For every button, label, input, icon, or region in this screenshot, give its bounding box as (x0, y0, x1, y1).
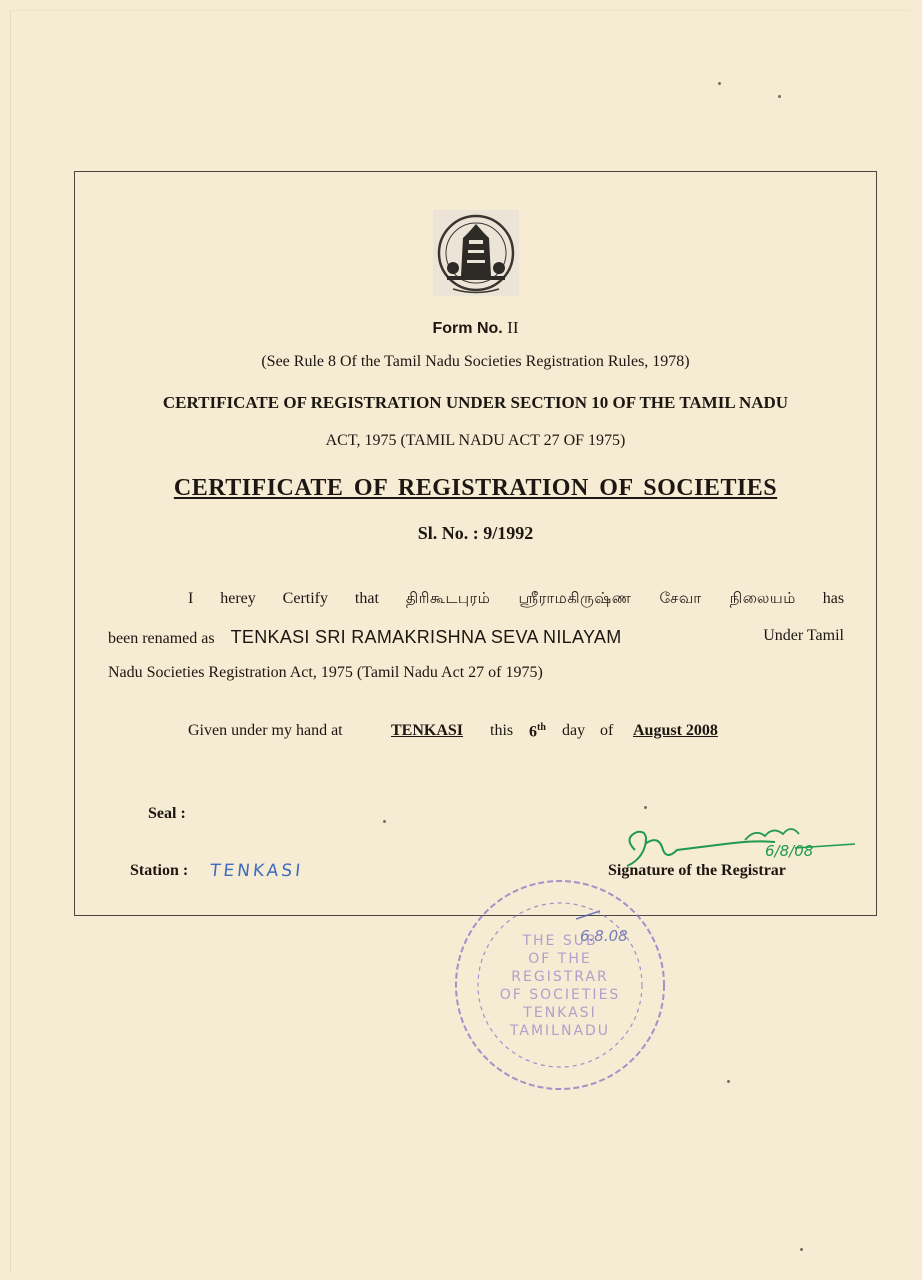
new-society-name: TENKASI SRI RAMAKRISHNA SEVA NILAYAM (230, 627, 622, 647)
day-number: 6 (529, 723, 537, 741)
station-value: TENKASI (208, 861, 305, 881)
certify-prefix: I herey Certify that (188, 590, 379, 607)
speck (727, 1080, 730, 1083)
rule-reference: (See Rule 8 Of the Tamil Nadu Societies Registration Rules, 1978) (261, 353, 690, 370)
signature-title: Signature of the Registrar (608, 862, 786, 879)
serial-number (74, 523, 877, 544)
stamp-line-5: TENKASI (523, 1005, 597, 1021)
speck (718, 82, 721, 85)
under-tamil-text: Under Tamil (763, 627, 844, 644)
act-line: Nadu Societies Registration Act, 1975 (Tamil Nadu Act 27 of 1975) (108, 664, 543, 681)
certificate-heading-line1: CERTIFICATE OF REGISTRATION UNDER SECTION 10 OF THE TAMIL NADU (162, 393, 789, 412)
registrar-stamp (450, 875, 670, 1095)
signature-date: 6/8/08 (765, 842, 814, 860)
renamed-as-text: been renamed as (108, 630, 215, 647)
form-number-value: II (507, 318, 519, 337)
given-day (529, 722, 546, 741)
speck (383, 820, 386, 823)
form-label: Form No. (432, 320, 503, 337)
given-month-year: August 2008 (633, 722, 718, 739)
stamp-line-1: THE SUB (522, 933, 598, 949)
renamed-line (108, 627, 844, 648)
stamp-line-4: OF SOCIETIES (499, 987, 621, 1003)
given-this: this (490, 722, 514, 739)
stamp-line-2: OF THE (528, 951, 592, 967)
serial-label: Sl. No. : (417, 523, 479, 543)
speck (800, 1248, 803, 1251)
old-society-name: திரிகூடபுரம் ஸ்ரீராமகிருஷ்ண சேவா நிலையம் (405, 589, 796, 607)
speck (778, 95, 781, 98)
stamp-date: 6.8.08 (580, 927, 628, 945)
speck (644, 806, 647, 809)
has-text: has (822, 590, 845, 607)
station-label: Station : (130, 862, 189, 879)
given-prefix: Given under my hand at (188, 722, 343, 739)
form-number (74, 318, 877, 338)
stamp-line-6: TAMILNADU (509, 1023, 611, 1039)
given-place: TENKASI (391, 722, 464, 739)
serial-value: 9/1992 (483, 523, 534, 543)
certify-line (188, 589, 844, 609)
certificate-title: CERTIFICATE OF REGISTRATION OF SOCIETIES (173, 475, 778, 501)
given-day-word: day (562, 722, 586, 739)
given-of: of (600, 722, 614, 739)
day-suffix: th (537, 722, 546, 733)
state-emblem-icon (433, 210, 519, 296)
seal-label: Seal : (148, 805, 186, 822)
certificate-heading-line2: ACT, 1975 (TAMIL NADU ACT 27 OF 1975) (325, 432, 626, 449)
stamp-line-3: REGISTRAR (511, 969, 609, 985)
